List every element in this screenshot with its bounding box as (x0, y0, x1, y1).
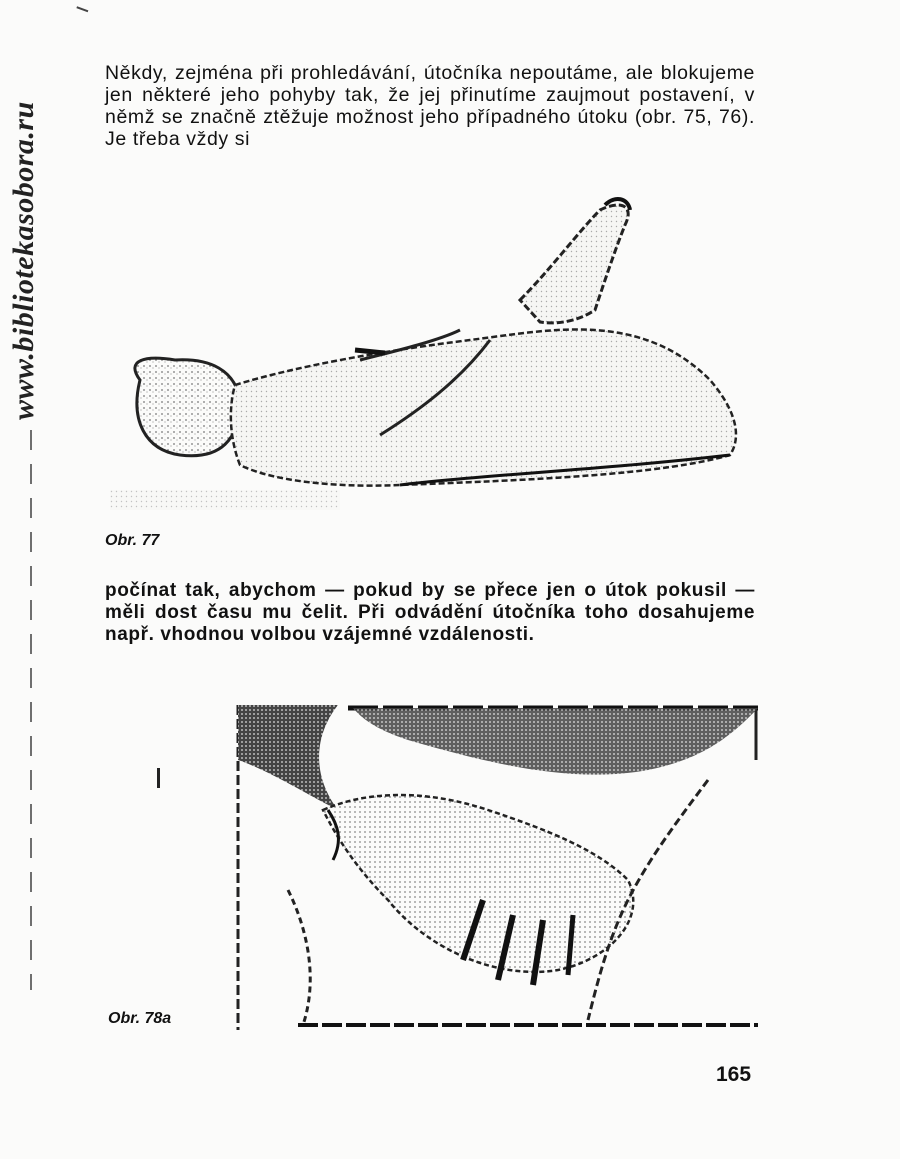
page-number: 165 (716, 1063, 752, 1086)
figure-77-illustration (100, 190, 760, 520)
figure-78a-caption: Obr. 78a (108, 1010, 172, 1027)
scan-mark (74, 6, 89, 20)
watermark-url: www.bibliotekasobora.ru (7, 101, 40, 420)
paragraph-top: Někdy, zejména při prohledávání, útočníka nepoutáme, ale blokujeme jen některé jeho pohyby tak, že jej přinutíme zaujmout postavení, v němž se značně ztěžuje možnost jeho případného útoku (obr. 75, 76). Je třeba vždy si (105, 62, 755, 150)
figure-77-caption: Obr. 77 (105, 532, 160, 549)
figure-78a-illustration (228, 700, 763, 1040)
margin-scan-line (30, 430, 32, 990)
paragraph-middle: počínat tak, abychom — pokud by se přece jen o útok pokusil — měli dost času mu čelit. Při odvádění útočníka toho dosahujeme např. vhodnou volbou vzájemné vzdálenosti. (105, 580, 755, 645)
scan-mark-stroke (157, 768, 160, 788)
